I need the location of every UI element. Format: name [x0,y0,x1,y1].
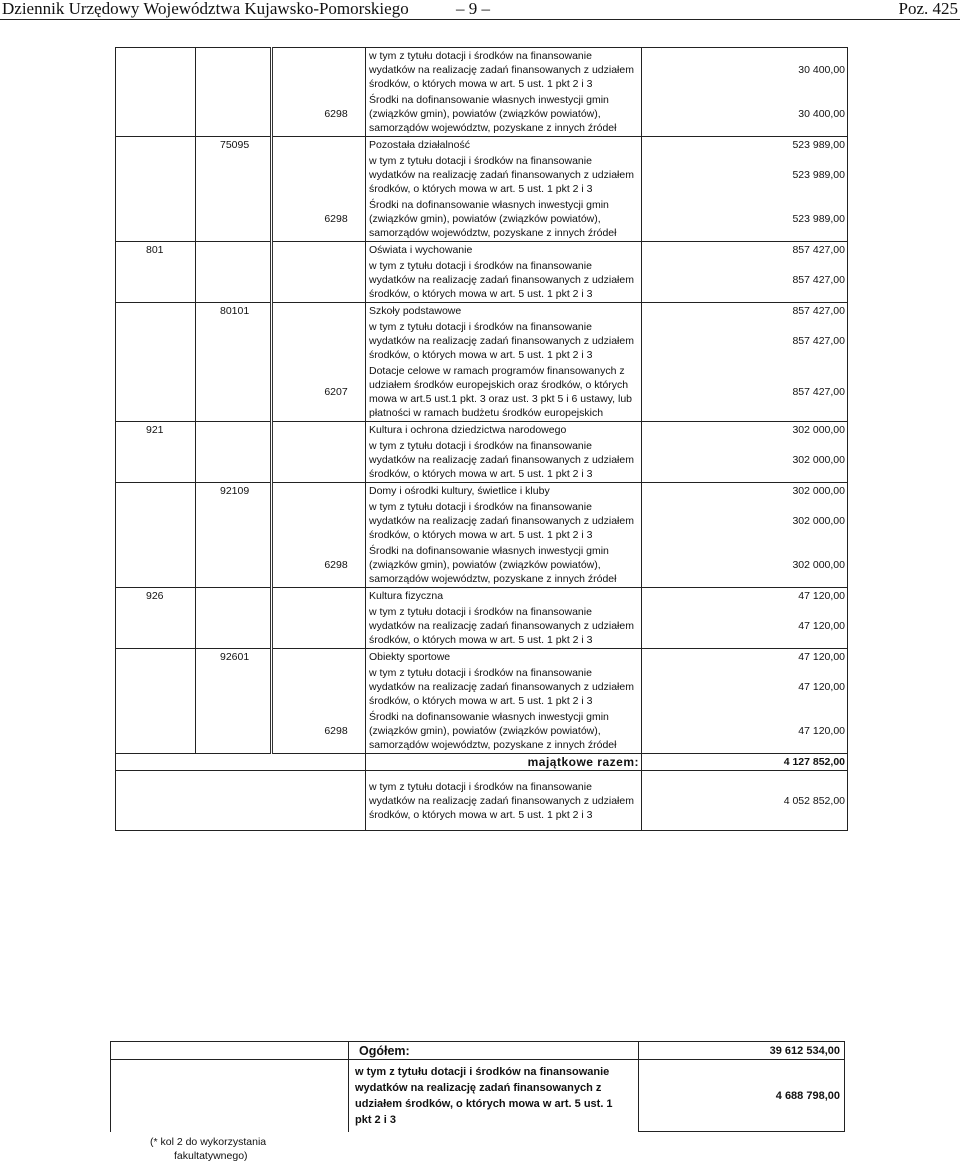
description-cell: Obiekty sportowe [366,649,642,666]
paragraf-cell [272,153,366,197]
table-row [116,363,848,422]
table-row [116,588,848,605]
description-cell: Kultura i ochrona dziedzictwa narodowego [366,422,642,439]
summary-table [110,1041,845,1132]
table-row [116,242,848,259]
rozdzial-cell [196,499,272,543]
paragraf-cell [272,319,366,363]
description-cell: w tym z tytułu dotacji i środków na finansowanie wydatków na realizację zadań finansowanych z udziałem środków, o których mowa w art. 5 ust. 1 pkt 2 i 3 [366,499,642,543]
description-cell: w tym z tytułu dotacji i środków na finansowanie wydatków na realizację zadań finansowanych z udziałem środków, o których mowa w art. 5 ust. 1 pkt 2 i 3 [366,438,642,483]
dzial-cell [116,438,196,483]
rozdzial-cell [196,709,272,754]
dzial-cell [116,153,196,197]
paragraf-cell [272,258,366,303]
description-cell: Oświata i wychowanie [366,242,642,259]
description-cell: Pozostała działalność [366,137,642,154]
dzial-cell: 801 [116,242,196,259]
rozdzial-cell [196,438,272,483]
total-label: majątkowe razem: [366,754,642,771]
dzial-cell [116,543,196,588]
rozdzial-cell [196,197,272,242]
dzial-cell [116,92,196,137]
table-row [116,303,848,320]
amount-cell: 302 000,00 [642,422,848,439]
paragraf-cell [272,588,366,605]
amount-cell: 302 000,00 [642,499,848,543]
amount-cell: 47 120,00 [642,588,848,605]
paragraf-cell: 6298 [272,543,366,588]
expenditure-table [115,47,848,831]
dzial-cell: 921 [116,422,196,439]
description-cell: Środki na dofinansowanie własnych inwestycji gmin (związków gmin), powiatów (związków powiatów), samorządów województw, pozyskane z innych źródeł [366,543,642,588]
rozdzial-cell [196,92,272,137]
amount-cell: 523 989,00 [642,197,848,242]
description-cell: w tym z tytułu dotacji i środków na finansowanie wydatków na realizację zadań finansowanych z udziałem środków, o których mowa w art. 5 ust. 1 pkt 2 i 3 [366,153,642,197]
rozdzial-cell: 92601 [196,649,272,666]
amount-cell: 857 427,00 [642,242,848,259]
paragraf-cell [272,422,366,439]
dzial-cell [116,258,196,303]
table-row [116,258,848,303]
dzial-cell: 926 [116,588,196,605]
rozdzial-cell [196,48,272,93]
amount-cell: 30 400,00 [642,48,848,93]
rozdzial-cell [196,242,272,259]
paragraf-cell [272,137,366,154]
journal-title: Dziennik Urzędowy Województwa Kujawsko-Pomorskiego [2,0,409,18]
table-row [116,604,848,649]
dzial-cell [116,197,196,242]
amount-cell: 857 427,00 [642,258,848,303]
paragraf-cell [272,665,366,709]
total-sub-text: w tym z tytułu dotacji i środków na finansowanie wydatków na realizację zadań finansowanych z udziałem środków, o których mowa w art. 5 ust. 1 pkt 2 i 3 [366,771,642,831]
description-cell: w tym z tytułu dotacji i środków na finansowanie wydatków na realizację zadań finansowanych z udziałem środków, o których mowa w art. 5 ust. 1 pkt 2 i 3 [366,48,642,93]
paragraf-cell [272,499,366,543]
rozdzial-cell [196,363,272,422]
summary-sub-text: w tym z tytułu dotacji i środków na finansowanie wydatków na realizację zadań finansowanych z udziałem środków, o których mowa w art. 5 ust. 1 pkt 2 i 3 [349,1060,639,1132]
summary-value: 39 612 534,00 [639,1042,845,1060]
dzial-cell [116,604,196,649]
description-cell: Środki na dofinansowanie własnych inwestycji gmin (związków gmin), powiatów (związków powiatów), samorządów województw, pozyskane z innych źródeł [366,709,642,754]
description-cell: Środki na dofinansowanie własnych inwestycji gmin (związków gmin), powiatów (związków powiatów), samorządów województw, pozyskane z innych źródeł [366,92,642,137]
summary-label: Ogółem: [349,1042,639,1060]
footnote [150,1135,350,1163]
dzial-cell [116,363,196,422]
dzial-cell [116,499,196,543]
summary-sub-value: 4 688 798,00 [639,1060,845,1132]
rozdzial-cell [196,153,272,197]
description-cell: Domy i ośrodki kultury, świetlice i kluby [366,483,642,500]
table-row [116,92,848,137]
table-row [116,649,848,666]
table-row [116,197,848,242]
amount-cell: 30 400,00 [642,92,848,137]
page-header [0,0,960,20]
paragraf-cell: 6298 [272,197,366,242]
amount-cell: 523 989,00 [642,137,848,154]
table-row [116,137,848,154]
rozdzial-cell [196,665,272,709]
rozdzial-cell [196,604,272,649]
amount-cell: 47 120,00 [642,604,848,649]
dzial-cell [116,649,196,666]
amount-cell: 47 120,00 [642,649,848,666]
position-number: Poz. 425 [898,0,958,18]
dzial-cell [116,665,196,709]
rozdzial-cell [196,319,272,363]
footnote-line-2: fakultatywnego) [174,1150,248,1162]
rozdzial-cell [196,588,272,605]
table-row [116,483,848,500]
paragraf-cell [272,604,366,649]
rozdzial-cell [196,258,272,303]
footnote-line-1: (* kol 2 do wykorzystania [150,1136,267,1148]
amount-cell: 857 427,00 [642,319,848,363]
rozdzial-cell [196,543,272,588]
summary-row [111,1042,845,1060]
description-cell: w tym z tytułu dotacji i środków na finansowanie wydatków na realizację zadań finansowanych z udziałem środków, o których mowa w art. 5 ust. 1 pkt 2 i 3 [366,665,642,709]
description-cell: w tym z tytułu dotacji i środków na finansowanie wydatków na realizację zadań finansowanych z udziałem środków, o których mowa w art. 5 ust. 1 pkt 2 i 3 [366,319,642,363]
table-row [116,153,848,197]
paragraf-cell [272,649,366,666]
dzial-cell [116,319,196,363]
table-row [116,422,848,439]
amount-cell: 523 989,00 [642,153,848,197]
paragraf-cell [272,48,366,93]
paragraf-cell: 6207 [272,363,366,422]
paragraf-cell [272,438,366,483]
total-row [116,754,848,771]
rozdzial-cell: 80101 [196,303,272,320]
description-cell: Dotacje celowe w ramach programów finansowanych z udziałem środków europejskich oraz środków, o których mowa w art.5 ust.1 pkt. 3 oraz ust. 3 pkt 5 i 6 ustawy, lub płatności w ramach budżetu środków europejskich [366,363,642,422]
table-row [116,499,848,543]
dzial-cell [116,48,196,93]
amount-cell: 857 427,00 [642,363,848,422]
paragraf-cell: 6298 [272,709,366,754]
table-row [116,48,848,93]
paragraf-cell [272,303,366,320]
dzial-cell [116,137,196,154]
table-row [116,709,848,754]
description-cell: Kultura fizyczna [366,588,642,605]
amount-cell: 302 000,00 [642,483,848,500]
table-row [116,319,848,363]
dzial-cell [116,483,196,500]
amount-cell: 47 120,00 [642,709,848,754]
rozdzial-cell [196,422,272,439]
page-number: – 9 – [456,0,490,18]
description-cell: w tym z tytułu dotacji i środków na finansowanie wydatków na realizację zadań finansowanych z udziałem środków, o których mowa w art. 5 ust. 1 pkt 2 i 3 [366,604,642,649]
summary-sub-row [111,1060,845,1132]
dzial-cell [116,303,196,320]
description-cell: Środki na dofinansowanie własnych inwestycji gmin (związków gmin), powiatów (związków powiatów), samorządów województw, pozyskane z innych źródeł [366,197,642,242]
table-row [116,665,848,709]
amount-cell: 302 000,00 [642,543,848,588]
paragraf-cell [272,483,366,500]
table-row [116,438,848,483]
rozdzial-cell: 92109 [196,483,272,500]
paragraf-cell [272,242,366,259]
rozdzial-cell: 75095 [196,137,272,154]
amount-cell: 302 000,00 [642,438,848,483]
total-sub-value: 4 052 852,00 [642,771,848,831]
total-sub-row [116,771,848,831]
total-value: 4 127 852,00 [642,754,848,771]
description-cell: Szkoły podstawowe [366,303,642,320]
amount-cell: 857 427,00 [642,303,848,320]
table-row [116,543,848,588]
dzial-cell [116,709,196,754]
paragraf-cell: 6298 [272,92,366,137]
amount-cell: 47 120,00 [642,665,848,709]
description-cell: w tym z tytułu dotacji i środków na finansowanie wydatków na realizację zadań finansowanych z udziałem środków, o których mowa w art. 5 ust. 1 pkt 2 i 3 [366,258,642,303]
